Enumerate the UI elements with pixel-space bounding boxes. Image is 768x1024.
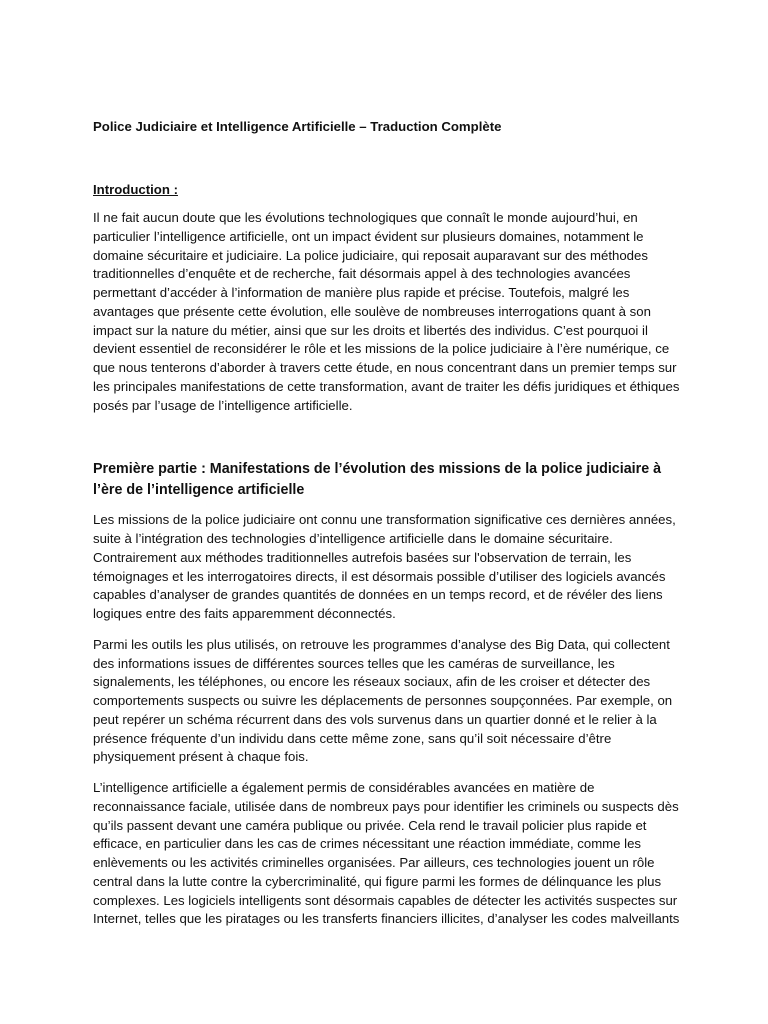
part-one-paragraph-1: Les missions de la police judiciaire ont connu une transformation significative ces dernières années, suite à l’intégration des technologies d’intelligence artificielle dans le domaine sécuritaire. Contrairement aux méthodes traditionnelles autrefois basées sur l'observation de terrain, les témoignages et les interrogatoires directs, il est désormais possible d’utiliser des logiciels avancés capables d’analyser de grandes quantités de données en un temps record, et de révéler des liens logiques entre des faits apparemment déconnectés.: [93, 512, 676, 621]
introduction-heading: Introduction :: [93, 182, 178, 197]
part-one-paragraph-2: Parmi les outils les plus utilisés, on retrouve les programmes d’analyse des Big Data, qui collectent des informations issues de différentes sources telles que les caméras de surveillance, les signalements, les téléphones, ou encore les réseaux sociaux, afin de les croiser et détecter des comportements suspects ou suivre les déplacements de personnes soupçonnées. Par exemple, on peut repérer un schéma récurrent dans des vols survenus dans un quartier donné et le relier à la présence fréquente d’un individu dans cette même zone, sans qu’il soit nécessaire d’être physiquement présent à chaque fois.: [93, 636, 673, 765]
part-one-heading: Première partie : Manifestations de l’évolution des missions de la police judiciaire à l’ère de l’intelligence artificielle: [93, 461, 662, 499]
document-body: [93, 117, 683, 929]
introduction-paragraph: Il ne fait aucun doute que les évolutions technologiques que connaît le monde aujourd’hui, en particulier l’intelligence artificielle, ont un impact évident sur plusieurs domaines, notamment le domaine sécuritaire et judiciaire. La police judiciaire, qui reposait auparavant sur des méthodes traditionnelles d’enquête et de recherche, fait désormais appel à des technologies avancées permettant d’accéder à l’information de manière plus rapide et précise. Toutefois, malgré les avantages que présente cette évolution, elle soulève de nombreuses interrogations quant à son impact sur la nature du métier, ainsi que sur les droits et libertés des individus. C’est pourquoi il devient essentiel de reconsidérer le rôle et les missions de la police judiciaire à l’ère numérique, ce que nous tenterons d’aborder à travers cette étude, en nous concentrant dans un premier temps sur les principales manifestations de cette transformation, avant de traiter les défis juridiques et éthiques posés par l’usage de l’intelligence artificielle.: [93, 210, 680, 413]
part-one-paragraph-3: L’intelligence artificielle a également permis de considérables avancées en matière de reconnaissance faciale, utilisée dans de nombreux pays pour identifier les criminels ou suspects dès qu’ils passent devant une caméra publique ou privée. Cela rend le travail policier plus rapide et efficace, en particulier dans les cas de crimes nécessitant une réaction immédiate, comme les enlèvements ou les activités criminelles organisées. Par ailleurs, ces technologies jouent un rôle central dans la lutte contre la cybercriminalité, qui figure parmi les formes de délinquance les plus complexes. Les logiciels intelligents sont désormais capables de détecter les activités suspectes sur Internet, telles que les piratages ou les transferts financiers illicites, d’analyser les codes malveillants: [93, 780, 680, 927]
document-title: Police Judiciaire et Intelligence Artificielle – Traduction Complète: [93, 119, 502, 134]
